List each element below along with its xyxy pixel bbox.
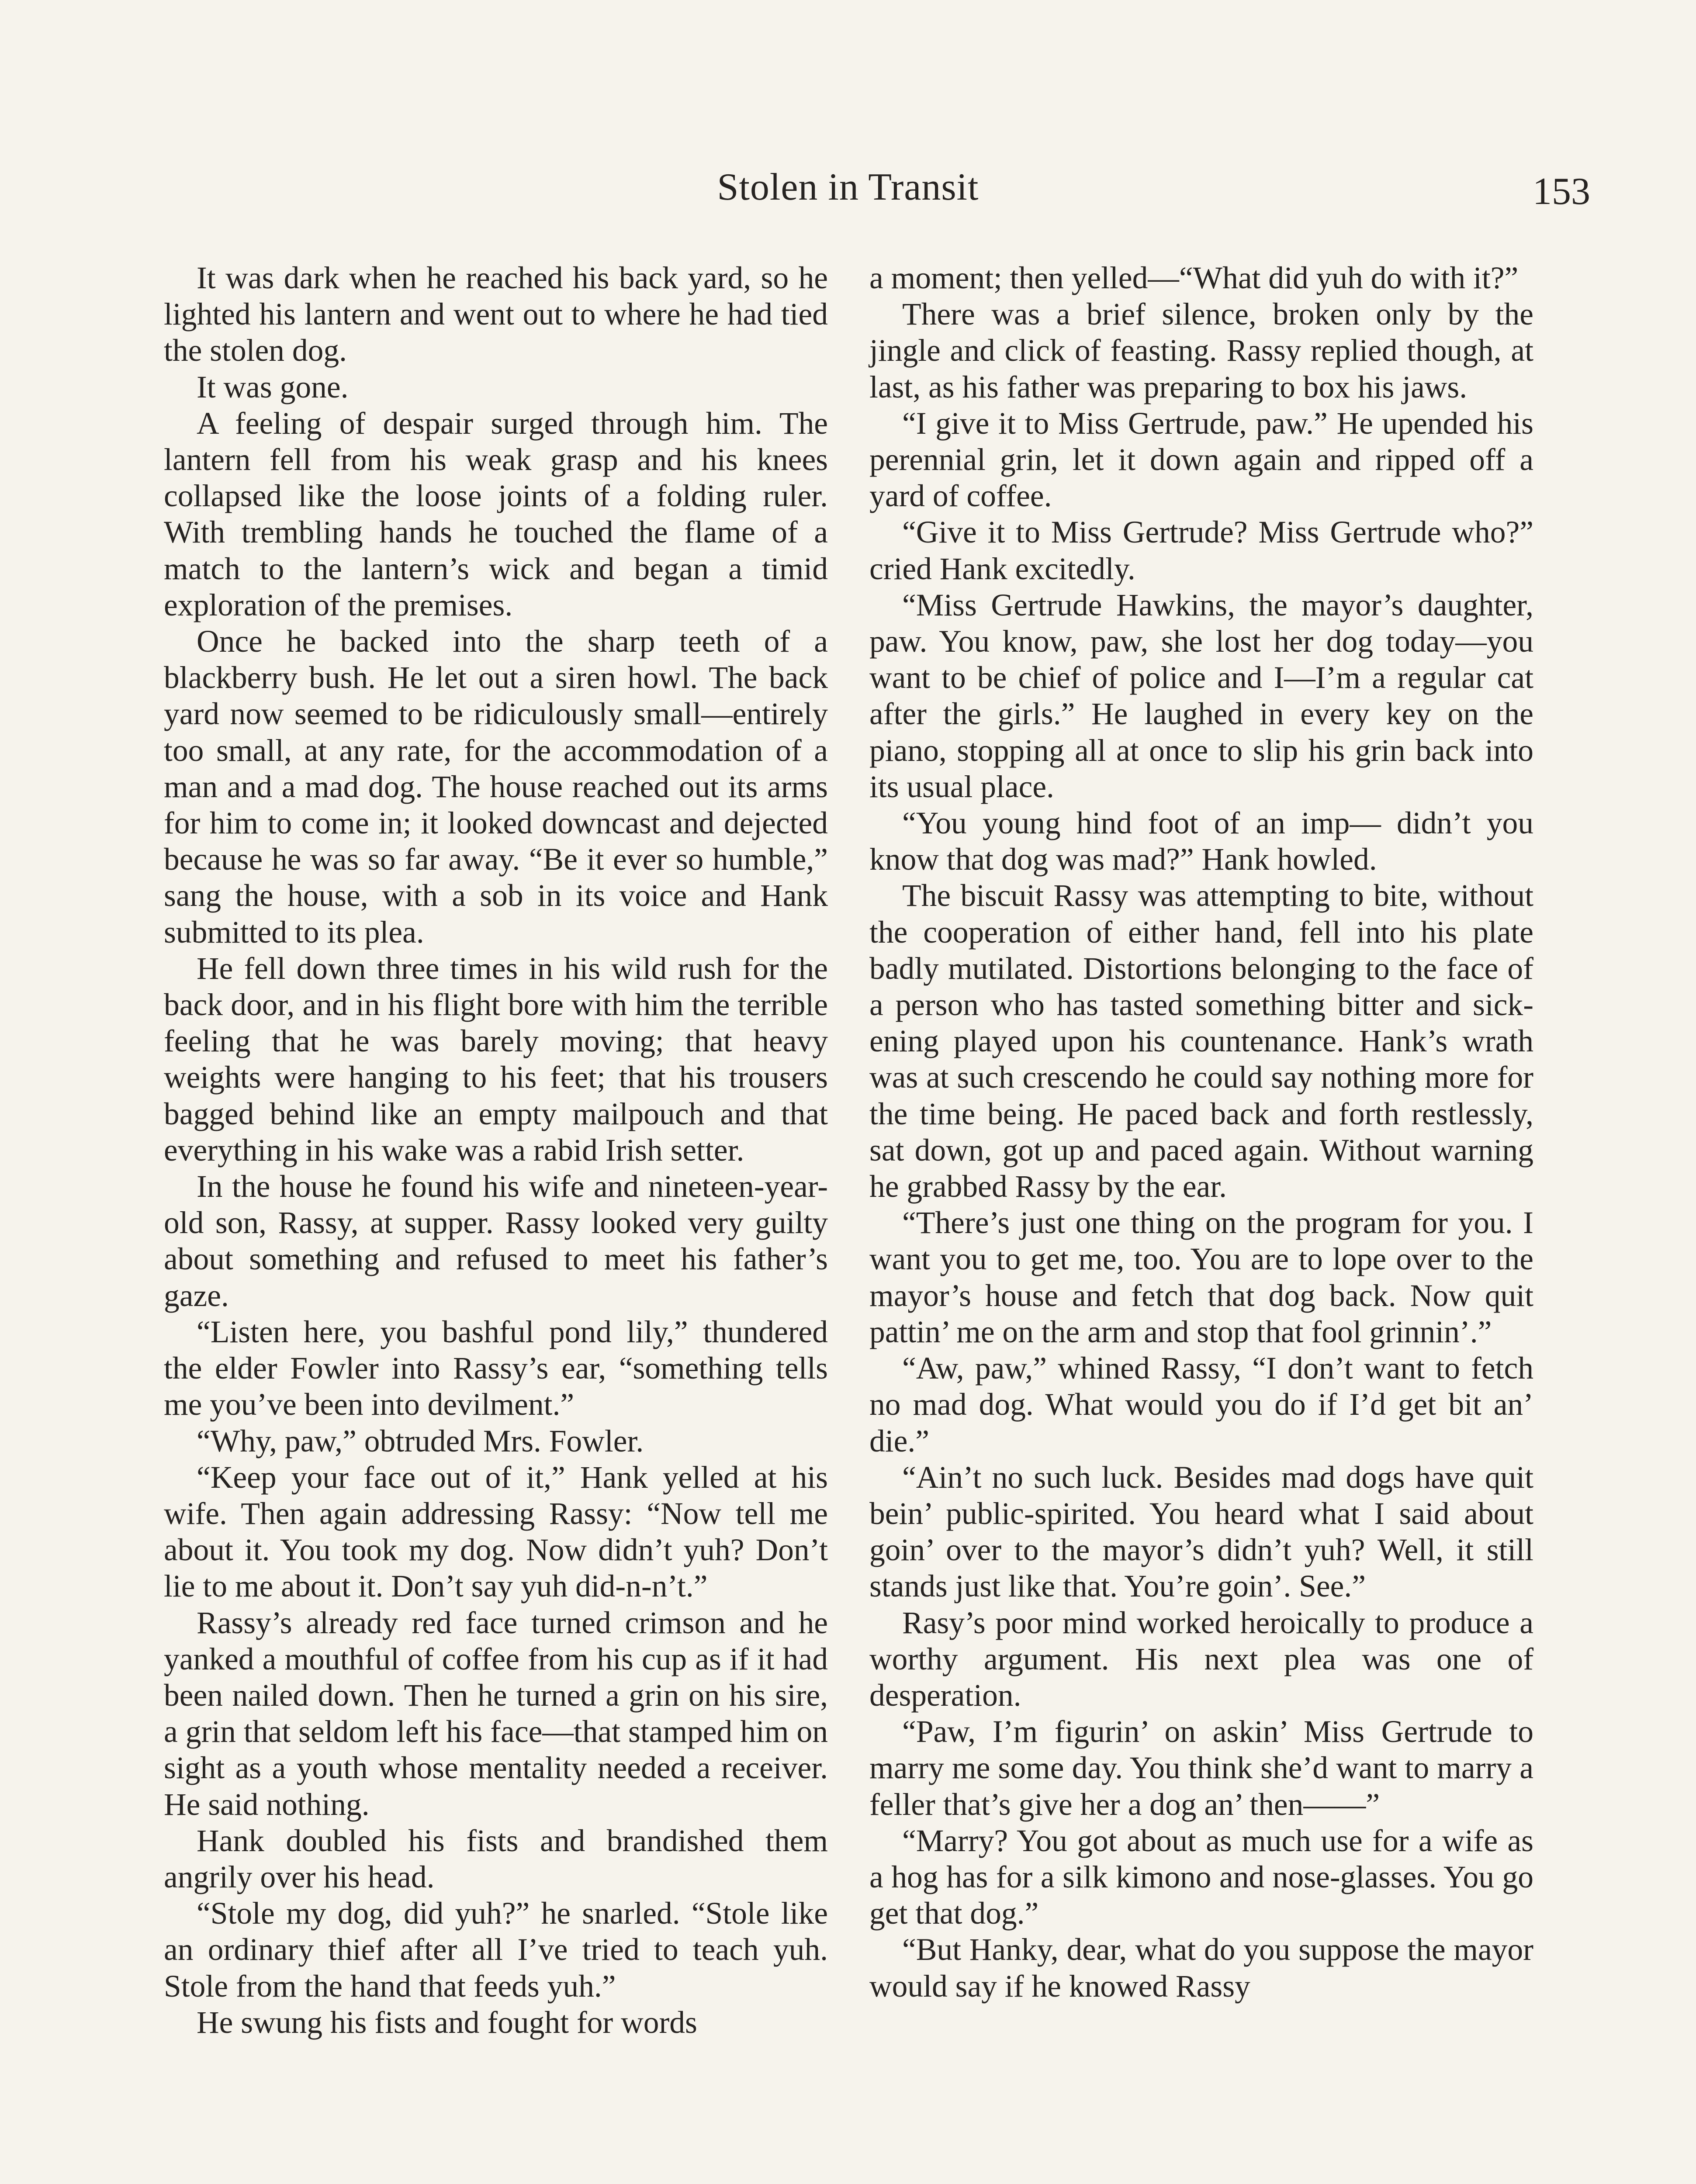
paragraph: Once he backed into the sharp teeth of a blackberry bush. He let out a siren howl. The back yard now seemed to be ridiculously small—entirely too small, at any rate, for the accommodation of a man and a mad dog. The house reached out its arms for him to come in; it looked downcast and dejected because he was so far away. “Be it ever so humble,” sang the house, with a sob in its voice and Hank submitted to its plea. — [164, 624, 828, 950]
paragraph: “Ain’t no such luck. Besides mad dogs have quit bein’ public-spirited. You heard what I said about goin’ over to the mayor’s didn’t yuh? Well, it still stands just like that. You’re goin’. See.” — [869, 1460, 1533, 1604]
paragraph: Rassy’s already red face turned crimson and he yanked a mouthful of coffee from his cup as if it had been nailed down. Then he turned a grin on his sire, a grin that seldom left his face—that stamped him on sight as a youth whose mentality needed a receiver. He said nothing. — [164, 1605, 828, 1822]
paragraph: “But Hanky, dear, what do you suppose the mayor would say if he knowed Rassy — [869, 1932, 1533, 2004]
paragraph: “Give it to Miss Gertrude? Miss Gertrude who?” cried Hank excitedly. — [869, 515, 1533, 586]
paragraph: “Stole my dog, did yuh?” he snarled. “Stole like an ordinary thief after all I’ve tried to teach yuh. Stole from the hand that feeds yuh.” — [164, 1896, 828, 2004]
text-column-right — [869, 260, 1533, 2004]
paragraph: “I give it to Miss Gertrude, paw.” He upended his perennial grin, let it down again and ripped off a yard of coffee. — [869, 406, 1533, 514]
paragraph: “Why, paw,” obtruded Mrs. Fowler. — [197, 1424, 644, 1458]
paragraph: “Listen here, you bashful pond lily,” thundered the elder Fowler into Rassy’s ear, “something tells me you’ve been into devilment.” — [164, 1314, 828, 1422]
paragraph: A feeling of despair surged through him. The lantern fell from his weak grasp and his knees collapsed like the loose joints of a folding ruler. With trembling hands he touched the flame of a match to the lantern’s wick and began a timid exploration of the premises. — [164, 406, 828, 622]
paragraph: “You young hind foot of an imp— didn’t you know that dog was mad?” Hank howled. — [869, 806, 1533, 877]
paragraph: There was a brief silence, broken only by the jingle and click of feasting. Rassy replied though, at last, as his father was preparing to box his jaws. — [869, 297, 1533, 404]
paragraph: In the house he found his wife and nineteen-year-old son, Rassy, at supper. Rassy looked very guilty about something and refused to meet his father’s gaze. — [164, 1169, 828, 1313]
paragraph: It was gone. — [197, 370, 349, 404]
paragraph-continued: a moment; then yelled—“What did yuh do with it?” — [869, 261, 1519, 295]
paragraph: He fell down three times in his wild rush for the back door, and in his flight bore with him the terrible feeling that he was barely moving; that heavy weights were hanging to his feet; that his trousers bagged behind like an empty mailpouch and that everything in his wake was a rabid Irish setter. — [164, 951, 828, 1168]
running-title: Stolen in Transit — [717, 166, 979, 208]
paragraph: Rasy’s poor mind worked heroically to produce a worthy argument. His next plea was one of desperation. — [869, 1605, 1533, 1713]
paragraph: “Keep your face out of it,” Hank yelled at his wife. Then again addressing Rassy: “Now tell me about it. You took my dog. Now didn’t yuh? Don’t lie to me about it. Don’t say yuh did-n-n’t.” — [164, 1460, 828, 1604]
paragraph: “Paw, I’m figurin’ on askin’ Miss Gertrude to marry me some day. You think she’d want to marry a feller that’s give her a dog an’ then——” — [869, 1714, 1533, 1822]
paragraph: “Miss Gertrude Hawkins, the mayor’s daughter, paw. You know, paw, she lost her dog today—you want to be chief of police and I—I’m a regular cat after the girls.” He laughed in every key on the piano, stopping all at once to slip his grin back into its usual place. — [869, 587, 1533, 804]
page-number: 153 — [1533, 170, 1590, 213]
paragraph: “There’s just one thing on the program for you. I want you to get me, too. You are to lope over to the mayor’s house and fetch that dog back. Now quit pattin’ me on the arm and stop that fool grinnin’.” — [869, 1206, 1533, 1349]
paragraph: It was dark when he reached his back yard, so he lighted his lantern and went out to where he had tied the stolen dog. — [164, 261, 828, 368]
paragraph: He swung his fists and fought for words — [197, 2005, 697, 2040]
text-column-left — [164, 260, 828, 2041]
paragraph: The biscuit Rassy was attempting to bite, without the cooperation of either hand, fell into his plate badly mutilated. Distortions belonging to the face of a person who has tasted something bitter and sickening played upon his countenance. Hank’s wrath was at such crescendo he could say nothing more for the time being. He paced back and forth restlessly, sat down, got up and paced again. Without warning he grabbed Rassy by the ear. — [869, 878, 1533, 1204]
paragraph: Hank doubled his fists and brandished them angrily over his head. — [164, 1823, 828, 1894]
paragraph: “Aw, paw,” whined Rassy, “I don’t want to fetch no mad dog. What would you do if I’d get bit an’ die.” — [869, 1351, 1533, 1458]
paragraph: “Marry? You got about as much use for a wife as a hog has for a silk kimono and nose-glasses. You go get that dog.” — [869, 1823, 1533, 1931]
